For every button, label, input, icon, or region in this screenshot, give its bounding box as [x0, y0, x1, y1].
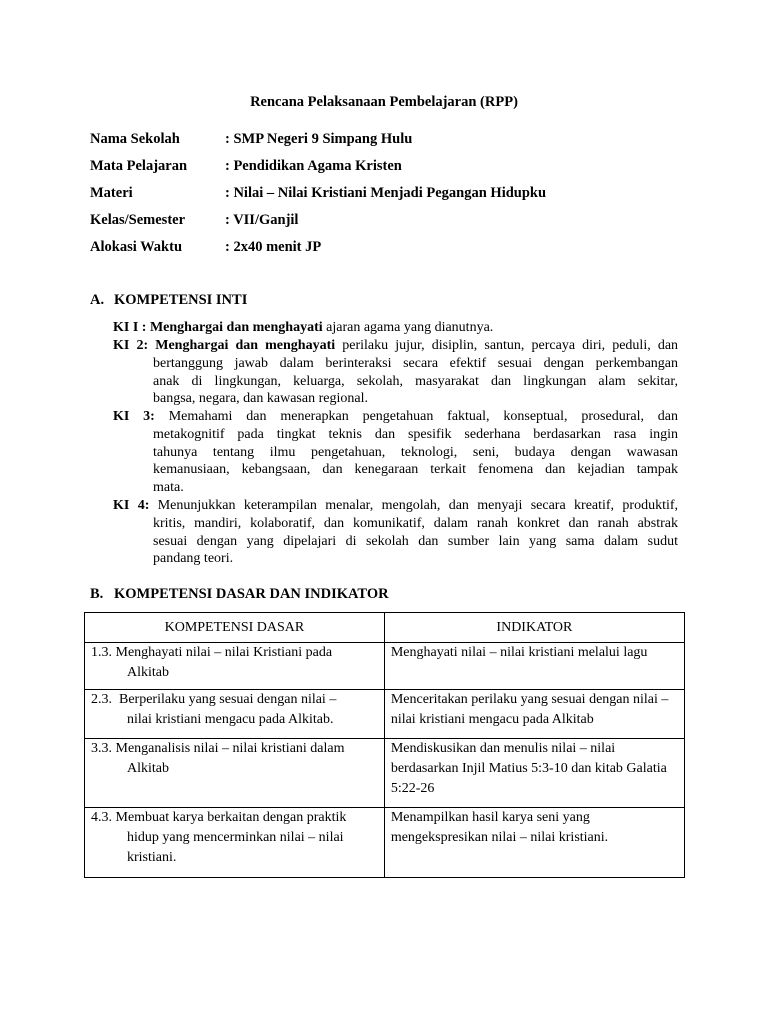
ki-line: [113, 408, 678, 426]
section-letter: A.: [90, 292, 105, 308]
kd-text: Alkitab: [127, 761, 169, 776]
kd-cell: [85, 690, 385, 739]
info-row-subject: [90, 158, 546, 185]
kd-cell: [85, 643, 385, 690]
info-value: : VII/Ganjil: [225, 212, 299, 228]
ki-text: ajaran agama yang dianutnya.: [326, 320, 494, 335]
ki-1: [113, 319, 678, 337]
info-value: : Pendidikan Agama Kristen: [225, 158, 402, 174]
indicator-cell: [384, 643, 684, 690]
ki-line: kritis, mandiri, kolaboratif, dan komunikatif, dalam ranah konkret dan ranah abstrak: [153, 515, 678, 531]
info-value: : 2x40 menit JP: [225, 239, 322, 255]
kd-text: nilai kristiani mengacu pada Alkitab.: [127, 712, 334, 727]
indicator-cell: [384, 808, 684, 878]
ki-line: anak di lingkungan, keluarga, sekolah, masyarakat dan lingkungan alam sekitar,: [153, 373, 678, 389]
ki-bold-text: Menghargai dan menghayati: [149, 320, 323, 335]
info-value: : Nilai – Nilai Kristiani Menjadi Pegangan Hidupku: [225, 185, 547, 201]
info-label: Nama Sekolah: [90, 131, 180, 147]
document-title: Rencana Pelaksanaan Pembelajaran (RPP): [250, 94, 518, 110]
section-b-heading: [90, 586, 389, 603]
ki-line: sesuai dengan yang dipelajari di sekolah dan sumber lain yang sama dalam sudut: [153, 533, 678, 549]
kd-cell: [85, 808, 385, 878]
indicator-text: Menampilkan hasil karya seni yang mengekspresikan nilai – nilai kristiani.: [390, 810, 609, 845]
section-a-heading: [90, 292, 247, 309]
ki-line: [113, 319, 678, 337]
ki-label: KI 3:: [113, 409, 155, 424]
ki-line: tahunya tentang ilmu pengetahuan, teknologi, seni, budaya dengan wawasan: [153, 444, 678, 460]
table-row: [85, 808, 685, 878]
kd-cell: [85, 739, 385, 808]
indicator-cell: [384, 739, 684, 808]
info-label: Materi: [90, 185, 133, 201]
indicator-text: Menceritakan perilaku yang sesuai dengan nilai – nilai kristiani mengacu pada Alkitab: [390, 692, 669, 727]
kd-text: hidup yang mencerminkan nilai – nilai kristiani.: [127, 830, 344, 865]
kd-text: 4.3. Membuat karya berkaitan dengan praktik: [91, 810, 347, 825]
section-letter: B.: [90, 586, 104, 602]
ki-text: perilaku jujur, disiplin, santun, percaya diri, peduli, dan: [342, 338, 679, 353]
ki-text: Menunjukkan keterampilan menalar, mengolah, dan menyaji secara kreatif, produktif,: [157, 498, 679, 513]
kd-indicator-table: [84, 612, 685, 878]
info-value: : SMP Negeri 9 Simpang Hulu: [225, 131, 413, 147]
info-row-class: [90, 212, 546, 239]
ki-line: mata.: [153, 480, 184, 496]
info-row-school: [90, 131, 546, 158]
info-block: [90, 131, 546, 266]
ki-line: bertanggung jawab dalam berinteraksi secara efektif sesuai dengan perkembangan: [153, 355, 678, 371]
ki-label: KI 2:: [113, 338, 149, 353]
ki-text: Memahami dan menerapkan pengetahuan faktual, konseptual, prosedural, dan: [168, 409, 679, 424]
table-header-indicator: INDIKATOR: [384, 613, 684, 643]
table-header-kd: KOMPETENSI DASAR: [85, 613, 385, 643]
info-row-material: [90, 185, 546, 212]
ki-2: [113, 337, 678, 408]
ki-line: bangsa, negara, dan kawasan regional.: [153, 391, 368, 407]
ki-bold-text: Menghargai dan menghayati: [155, 338, 336, 353]
kd-text: 1.3. Menghayati nilai – nilai Kristiani pada: [91, 645, 333, 660]
kd-text: Alkitab: [127, 665, 169, 680]
table-row: [85, 739, 685, 808]
ki-label: KI I :: [113, 320, 147, 335]
info-row-time: [90, 239, 546, 266]
indicator-text: Mendiskusikan dan menulis nilai – nilai berdasarkan Injil Matius 5:3-10 dan kitab Galatia 5:22-26: [390, 741, 667, 796]
ki-line: pandang teori.: [153, 551, 234, 567]
table-row: [85, 643, 685, 690]
ki-line: [113, 497, 678, 515]
ki-line: [113, 337, 678, 355]
table-row: [85, 690, 685, 739]
info-label: Alokasi Waktu: [90, 239, 183, 255]
table-header-row: [85, 613, 685, 643]
info-label: Mata Pelajaran: [90, 158, 188, 174]
kd-text: 2.3. Berperilaku yang sesuai dengan nilai –: [91, 692, 337, 707]
ki-label: KI 4:: [113, 498, 150, 513]
ki-3: [113, 408, 678, 497]
info-label: Kelas/Semester: [90, 212, 186, 228]
ki-line: metakognitif pada tingkat teknis dan spesifik sederhana berdasarkan rasa ingin: [153, 426, 678, 442]
ki-line: kemanusiaan, kebangsaan, dan kenegaraan terkait fenomena dan kejadian tampak: [153, 462, 678, 478]
ki-4: [113, 497, 678, 568]
indicator-cell: [384, 690, 684, 739]
section-title: KOMPETENSI INTI: [114, 292, 248, 308]
kd-text: 3.3. Menganalisis nilai – nilai kristiani dalam: [91, 741, 345, 756]
section-title: KOMPETENSI DASAR DAN INDIKATOR: [114, 586, 389, 602]
indicator-text: Menghayati nilai – nilai kristiani melalui lagu: [390, 645, 648, 660]
